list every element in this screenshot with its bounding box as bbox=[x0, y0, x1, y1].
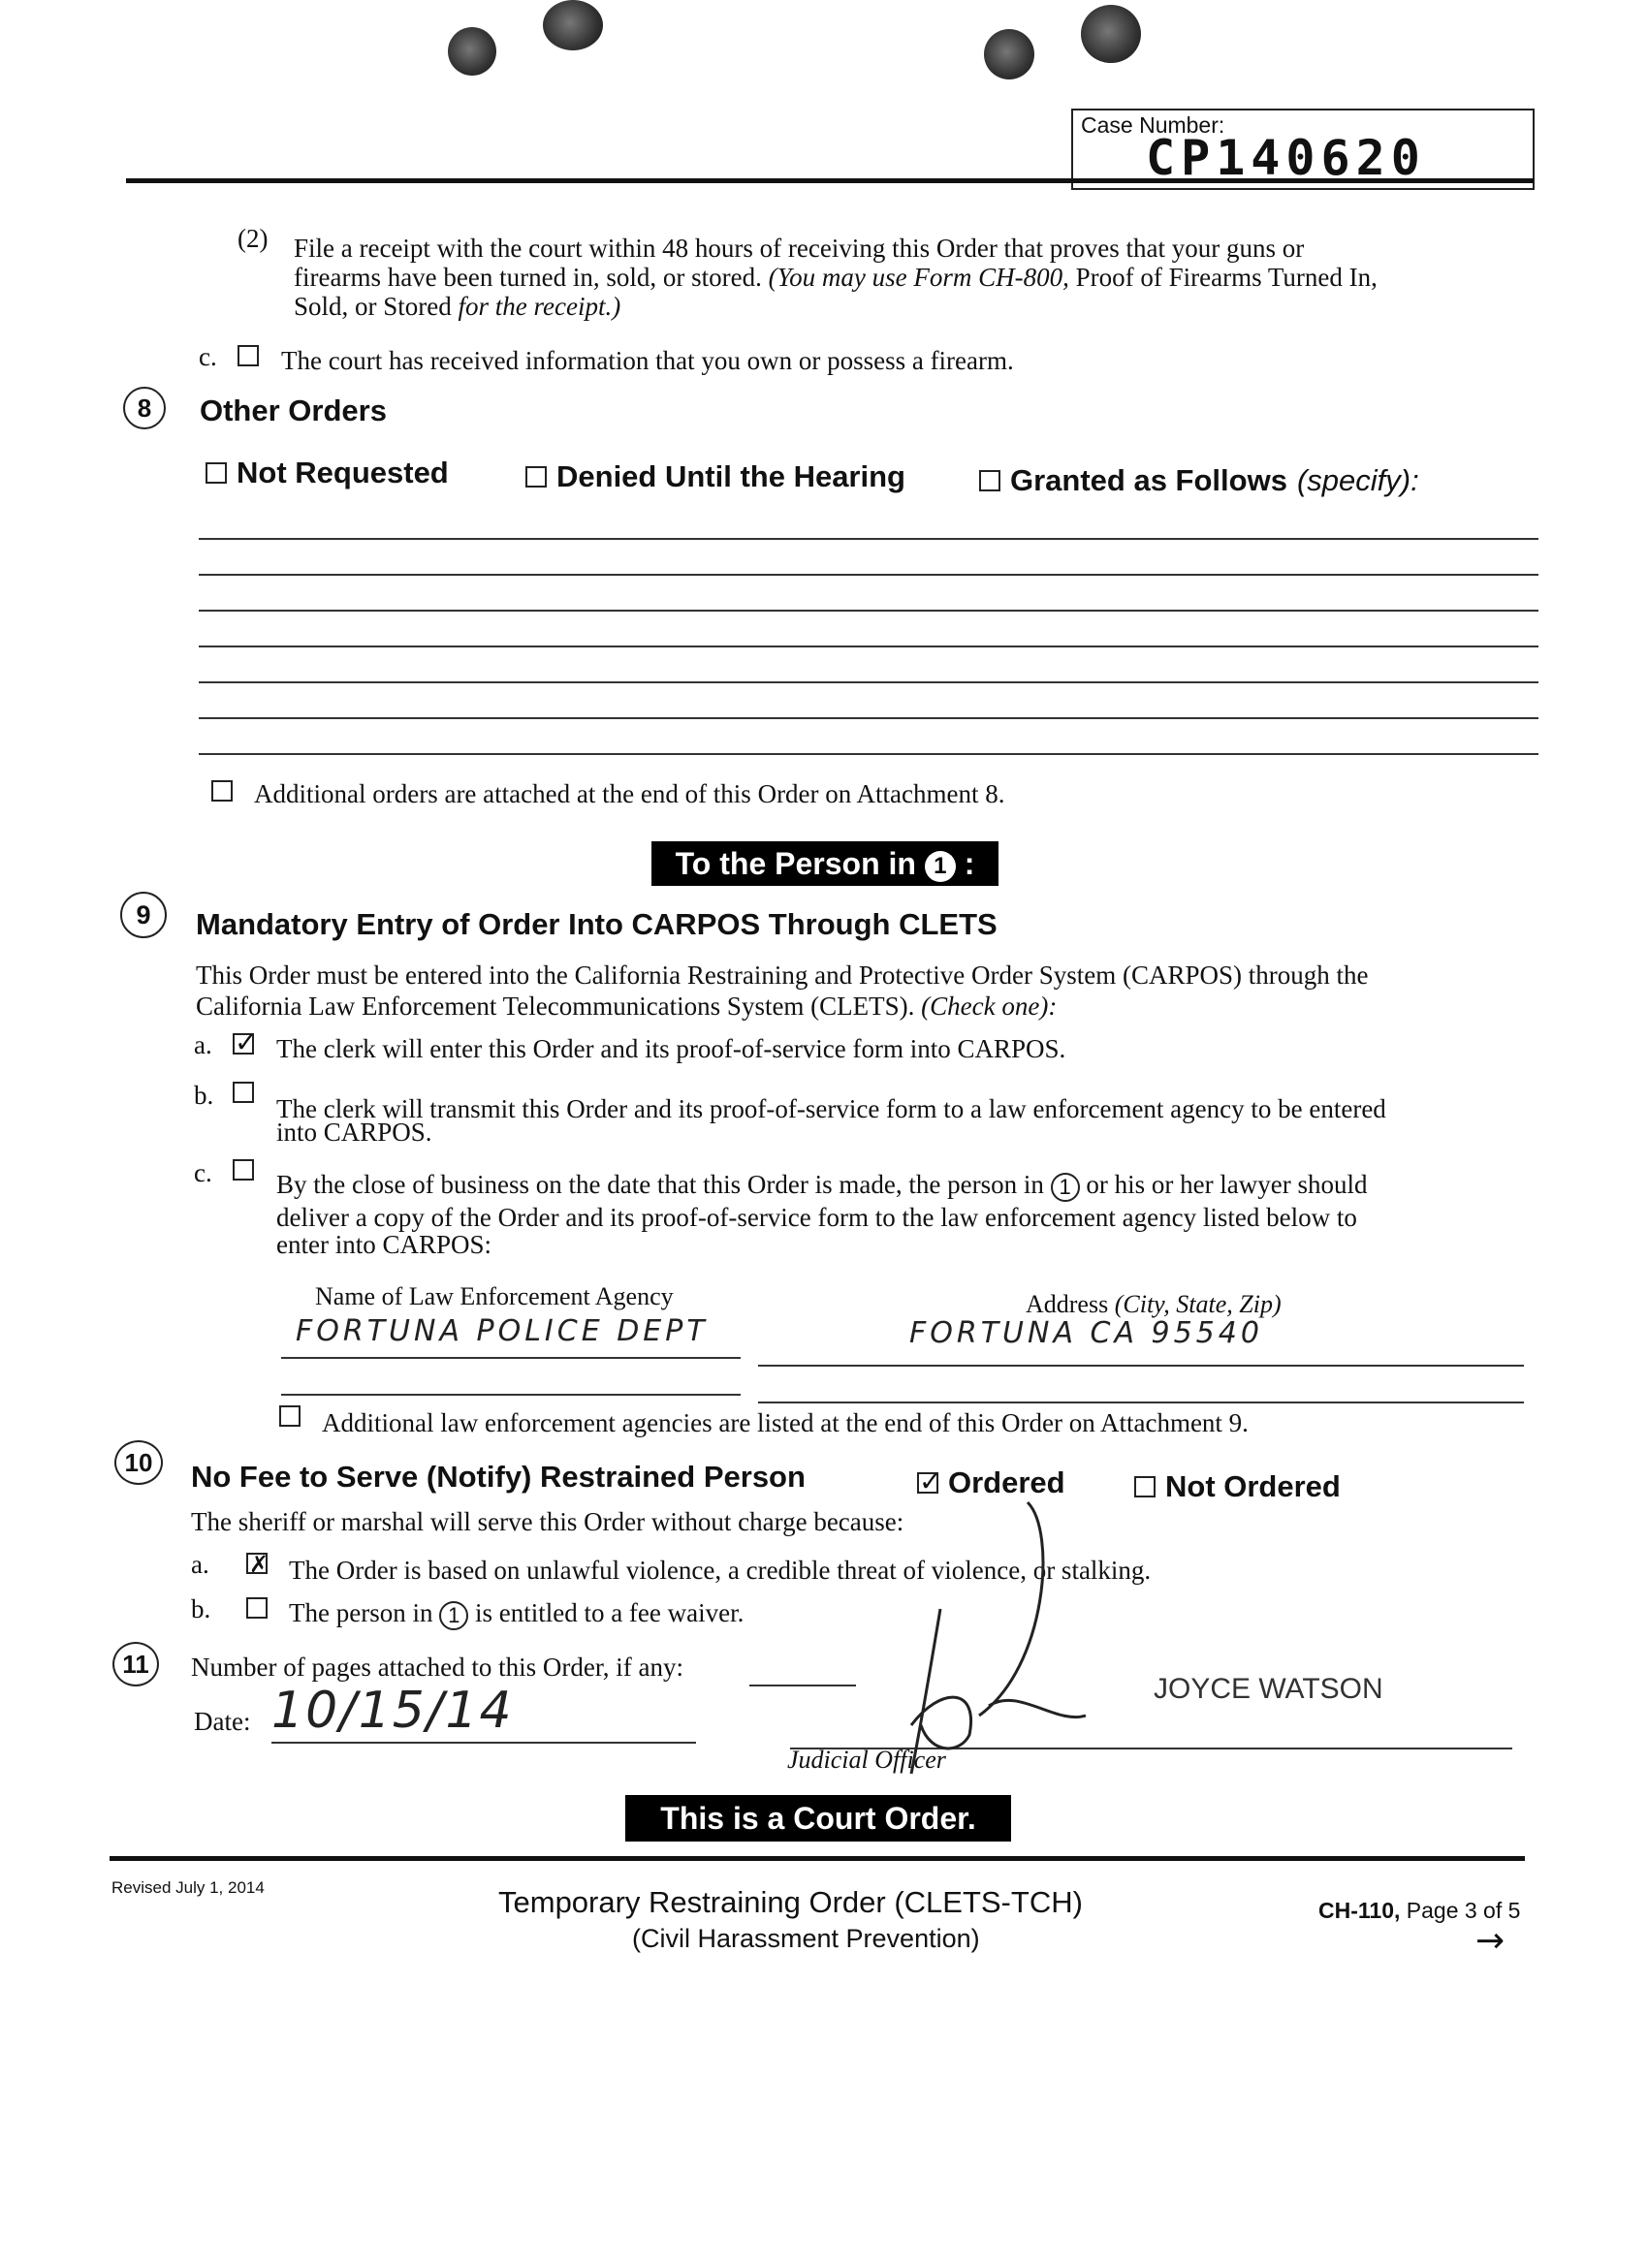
footer-rule bbox=[110, 1856, 1525, 1861]
punch-hole-4 bbox=[1081, 5, 1141, 63]
address-label-italic: (City, State, Zip) bbox=[1114, 1290, 1282, 1318]
ordered-label: Ordered bbox=[948, 1465, 1065, 1499]
intro-2-text: California Law Enforcement Telecommunications System (CLETS). bbox=[196, 992, 915, 1021]
not-requested-checkbox[interactable] bbox=[206, 462, 227, 484]
item-2-text-c: Proof of Firearms Turned In, bbox=[1075, 263, 1378, 292]
item-10b-circled: 1 bbox=[439, 1601, 468, 1630]
to-person-suffix: : bbox=[964, 846, 975, 881]
item-9b-text-1: The clerk will transmit this Order and its proof-of-service form to a law enforcement agency to be entered bbox=[276, 1094, 1386, 1123]
not-requested-label: Not Requested bbox=[237, 456, 449, 489]
punch-hole-2 bbox=[543, 0, 603, 50]
punch-hole-1 bbox=[448, 27, 496, 76]
granted-specify: (specify): bbox=[1296, 463, 1419, 497]
judicial-officer-label: Judicial Officer bbox=[787, 1746, 946, 1774]
intro-2-check-one: (Check one): bbox=[921, 992, 1058, 1021]
option-denied[interactable] bbox=[525, 459, 905, 494]
item-9c-letter: c. bbox=[194, 1158, 212, 1187]
agency-line-1 bbox=[281, 1357, 741, 1359]
section-8-number: 8 bbox=[123, 387, 166, 429]
denied-label: Denied Until the Hearing bbox=[556, 459, 905, 493]
item-2-line-3 bbox=[294, 291, 620, 322]
ordered-checkbox[interactable]: ✓ bbox=[919, 1465, 942, 1497]
additional-orders-checkbox[interactable] bbox=[211, 780, 233, 806]
date-label: Date: bbox=[194, 1707, 251, 1736]
date-line bbox=[271, 1742, 696, 1744]
item-2-line-2 bbox=[294, 262, 1378, 293]
orders-line-3[interactable] bbox=[199, 610, 1538, 612]
granted-label: Granted as Follows bbox=[1010, 463, 1287, 497]
item-c-checkbox[interactable] bbox=[238, 345, 259, 371]
option-not-requested[interactable] bbox=[206, 456, 449, 490]
item-c-letter: c. bbox=[199, 342, 217, 371]
section-8-title: Other Orders bbox=[200, 394, 387, 427]
header-rule bbox=[126, 178, 1534, 183]
item-2-text-d: Sold, or Stored bbox=[294, 292, 452, 321]
orders-line-7[interactable] bbox=[199, 753, 1538, 755]
item-c-text: The court has received information that you own or possess a firearm. bbox=[281, 346, 1014, 375]
item-9c-text-b: or his or her lawyer should bbox=[1086, 1170, 1368, 1199]
section-9-intro-1: This Order must be entered into the California Restraining and Protective Order System (CARPOS) through the bbox=[196, 961, 1369, 990]
item-9b-letter: b. bbox=[194, 1081, 214, 1110]
address-value[interactable]: FORTUNA CA 95540 bbox=[909, 1316, 1263, 1350]
additional-agencies-checkbox[interactable] bbox=[279, 1405, 301, 1432]
to-person-text: To the Person in bbox=[675, 846, 916, 881]
item-10b-checkbox[interactable] bbox=[246, 1597, 268, 1623]
item-2-text-a: firearms have been turned in, sold, or stored. bbox=[294, 263, 762, 292]
item-10a-letter: a. bbox=[191, 1550, 209, 1579]
section-10-number: 10 bbox=[114, 1440, 163, 1485]
form-id: CH-110, bbox=[1318, 1898, 1401, 1923]
page-number: Page 3 of 5 bbox=[1406, 1898, 1521, 1923]
denied-checkbox[interactable] bbox=[525, 466, 547, 488]
item-9c-checkbox[interactable] bbox=[233, 1159, 254, 1185]
item-10b-text-a: The person in bbox=[289, 1598, 433, 1627]
not-ordered-label: Not Ordered bbox=[1165, 1469, 1341, 1503]
section-10-intro: The sheriff or marshal will serve this Order without charge because: bbox=[191, 1507, 904, 1536]
orders-line-2[interactable] bbox=[199, 574, 1538, 576]
address-line-1 bbox=[758, 1365, 1524, 1367]
form-subtitle: (Civil Harassment Prevention) bbox=[632, 1924, 980, 1953]
form-page bbox=[1318, 1898, 1520, 1924]
case-number-value: CP140620 bbox=[1146, 130, 1426, 186]
item-9c-text-a: By the close of business on the date that this Order is made, the person in bbox=[276, 1170, 1044, 1199]
form-title: Temporary Restraining Order (CLETS-TCH) bbox=[498, 1885, 1083, 1919]
next-page-arrow[interactable]: → bbox=[1475, 1921, 1505, 1961]
item-9b-checkbox[interactable] bbox=[233, 1082, 254, 1108]
section-9-intro-2 bbox=[196, 991, 1057, 1022]
orders-line-5[interactable] bbox=[199, 681, 1538, 683]
additional-agencies-text: Additional law enforcement agencies are listed at the end of this Order on Attachment 9. bbox=[322, 1408, 1249, 1437]
revised-date: Revised July 1, 2014 bbox=[111, 1878, 265, 1897]
address-line-2 bbox=[758, 1402, 1524, 1403]
item-2-line-1: File a receipt with the court within 48 hours of receiving this Order that proves that your guns or bbox=[294, 234, 1305, 263]
granted-checkbox[interactable] bbox=[979, 470, 1000, 491]
item-10a-text: The Order is based on unlawful violence, a credible threat of violence, or stalking. bbox=[289, 1556, 1152, 1585]
to-person-banner bbox=[651, 841, 998, 886]
item-9c-text-1 bbox=[276, 1169, 1368, 1202]
item-9b-text-2: into CARPOS. bbox=[276, 1118, 432, 1147]
item-9a-text: The clerk will enter this Order and its proof-of-service form into CARPOS. bbox=[276, 1034, 1066, 1063]
item-9c-circled: 1 bbox=[1051, 1173, 1080, 1202]
judge-signature bbox=[824, 1493, 1144, 1783]
section-10-title: No Fee to Serve (Notify) Restrained Person bbox=[191, 1460, 806, 1494]
item-10b-text-b: is entitled to a fee waiver. bbox=[474, 1598, 745, 1627]
item-10a-checkbox[interactable]: ✗ bbox=[246, 1553, 268, 1579]
item-9c-text-3: enter into CARPOS: bbox=[276, 1230, 492, 1259]
orders-line-6[interactable] bbox=[199, 717, 1538, 719]
agency-line-2 bbox=[281, 1394, 741, 1396]
item-9a-checkbox[interactable]: ✓ bbox=[235, 1026, 258, 1058]
officer-name: JOYCE WATSON bbox=[1154, 1673, 1383, 1705]
item-2-number: (2) bbox=[238, 224, 269, 253]
agency-label: Name of Law Enforcement Agency bbox=[315, 1282, 674, 1310]
item-10b-text bbox=[289, 1597, 744, 1630]
address-label-text: Address bbox=[1026, 1290, 1109, 1318]
section-9-title: Mandatory Entry of Order Into CARPOS Through CLETS bbox=[196, 907, 998, 941]
case-number-label: Case Number: bbox=[1081, 112, 1225, 138]
item-2-text-b: (You may use Form CH-800, bbox=[768, 263, 1069, 292]
item-10b-letter: b. bbox=[191, 1594, 211, 1623]
item-9a-letter: a. bbox=[194, 1030, 212, 1059]
agency-value[interactable]: FORTUNA POLICE DEPT bbox=[296, 1314, 709, 1348]
date-value[interactable]: 10/15/14 bbox=[271, 1682, 514, 1740]
section-11-number: 11 bbox=[112, 1642, 159, 1686]
to-person-circled: 1 bbox=[925, 851, 956, 882]
additional-orders-text: Additional orders are attached at the end of this Order on Attachment 8. bbox=[254, 779, 1005, 808]
item-2-text-e: for the receipt.) bbox=[458, 292, 621, 321]
orders-line-4[interactable] bbox=[199, 646, 1538, 647]
option-not-ordered[interactable] bbox=[1134, 1469, 1341, 1504]
pages-attached-text: Number of pages attached to this Order, if any: bbox=[191, 1653, 684, 1682]
item-9c-text-2: deliver a copy of the Order and its proof-of-service form to the law enforcement agency listed below to bbox=[276, 1203, 1357, 1232]
court-order-banner: This is a Court Order. bbox=[625, 1795, 1011, 1842]
option-granted[interactable] bbox=[979, 463, 1419, 498]
orders-line-1[interactable] bbox=[199, 538, 1538, 540]
section-9-number: 9 bbox=[120, 892, 167, 938]
punch-hole-3 bbox=[984, 29, 1034, 79]
